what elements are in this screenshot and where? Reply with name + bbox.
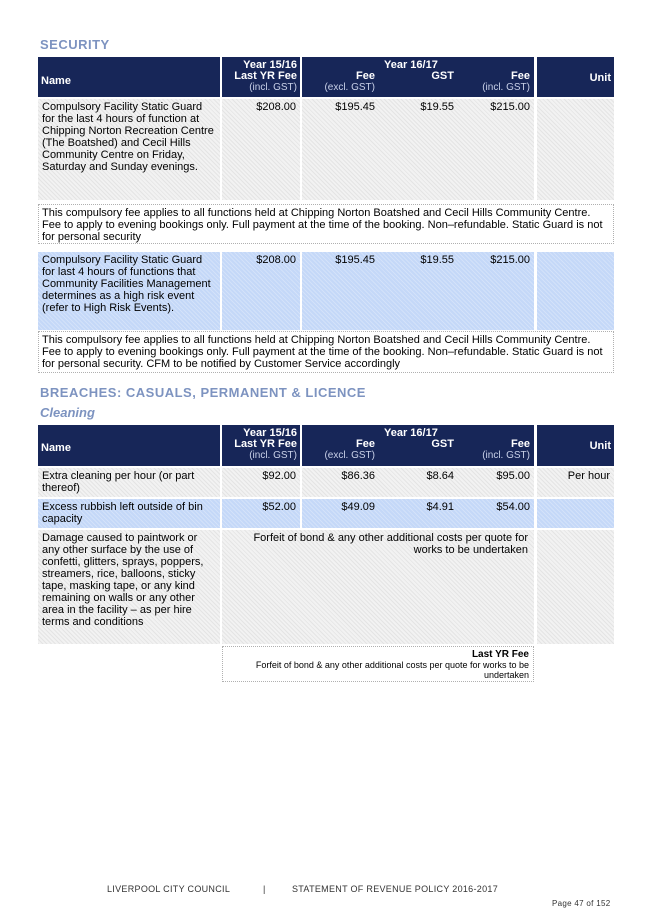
section-subheading-cleaning: Cleaning: [40, 405, 95, 420]
row-name: Compulsory Facility Static Guard for the last 4 hours of function at Chipping Norton Recreation Centre (The Boatshed) and Cecil Hills Community Centre on Friday, Saturday and Sunday evenings.: [38, 99, 220, 200]
row-last-fee: $208.00: [222, 252, 300, 330]
row-unit: [537, 252, 614, 330]
header-name: Name: [38, 425, 220, 466]
row-fees-1617: $195.45 $19.55 $215.00: [302, 99, 534, 200]
header-year-1617: Year 16/17 Fee (excl. GST) GST Fee (incl. GST): [302, 57, 534, 97]
section-heading-breaches: BREACHES: CASUALS, PERMANENT & LICENCE: [40, 385, 366, 400]
header-unit: Unit: [537, 425, 614, 466]
header-year-1516: Year 15/16 Last YR Fee (incl. GST): [222, 57, 300, 97]
row-fees-1617: $49.09 $4.91 $54.00: [302, 499, 534, 528]
header-unit: Unit: [537, 57, 614, 97]
row-name: Excess rubbish left outside of bin capacity: [38, 499, 220, 528]
row-unit: [537, 530, 614, 644]
row-fee-text: Forfeit of bond & any other additional costs per quote for works to be undertaken: [222, 530, 534, 644]
footer-separator: |: [263, 884, 266, 894]
header-year-1617: Year 16/17 Fee (excl. GST) GST Fee (incl. GST): [302, 425, 534, 466]
row-name: Extra cleaning per hour (or part thereof): [38, 468, 220, 497]
row-name: Compulsory Facility Static Guard for last 4 hours of functions that Community Facilities Management determines as a high risk event (refer to High Risk Events).: [38, 252, 220, 330]
section-heading-security: SECURITY: [40, 37, 110, 52]
row-fees-1617: $86.36 $8.64 $95.00: [302, 468, 534, 497]
row-unit: [537, 99, 614, 200]
row-fees-1617: $195.45 $19.55 $215.00: [302, 252, 534, 330]
footer-page-number: Page 47 of 152: [552, 899, 611, 908]
row-last-fee: $52.00: [222, 499, 300, 528]
row-name: Damage caused to paintwork or any other surface by the use of confetti, glitters, sprays, poppers, streamers, rice, balloons, sticky tape, masking tape, or any kind remaining on walls or any other area in the facility – as per hire terms and conditions: [38, 530, 220, 644]
row-unit: Per hour: [537, 468, 614, 497]
fee-note: This compulsory fee applies to all functions held at Chipping Norton Boatshed and Cecil Hills Community Centre. Fee to apply to evening bookings only. Full payment at the time of the booking. Non–refundable. Static Guard is not for personal security. CFM to be notified by Customer Service accordingly: [38, 331, 614, 373]
row-unit: [537, 499, 614, 528]
header-year-1516: Year 15/16 Last YR Fee (incl. GST): [222, 425, 300, 466]
footer-document: STATEMENT OF REVENUE POLICY 2016-2017: [292, 884, 499, 894]
row-last-fee: $208.00: [222, 99, 300, 200]
fee-note: This compulsory fee applies to all functions held at Chipping Norton Boatshed and Cecil Hills Community Centre. Fee to apply to evening bookings only. Full payment at the time of the booking. Non–refundable. Static Guard is not for personal security: [38, 204, 614, 244]
row-last-fee: $92.00: [222, 468, 300, 497]
footer-council: LIVERPOOL CITY COUNCIL: [107, 884, 231, 894]
header-name: Name: [38, 57, 220, 97]
last-year-fee-note: Last YR Fee Forfeit of bond & any other additional costs per quote for works to be undertaken: [222, 646, 534, 682]
